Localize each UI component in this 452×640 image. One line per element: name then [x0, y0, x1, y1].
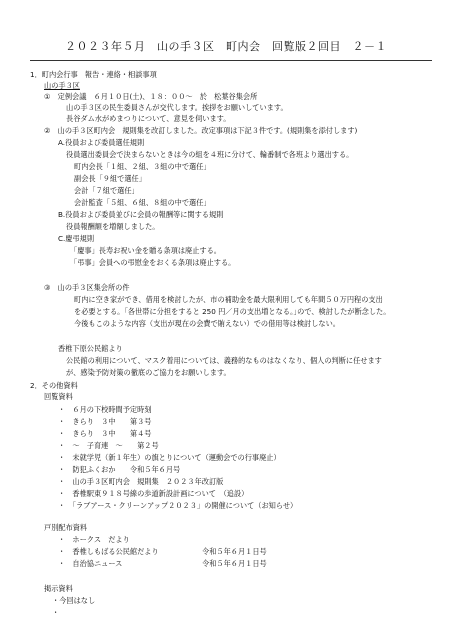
kairan-item: ・ ～ 子育連 ～ 第２号	[58, 441, 159, 450]
kominkan-line1: 公民館の利用について、マスク着用については、義務的なものはなくなり、個人の判断に任せます	[66, 356, 382, 365]
item2-a-line4: 会計「７組で選任」	[74, 186, 139, 195]
item3-line4: 今後もこのような内容（支出が現在の会費で賄えない）での借用等は検討しない。	[74, 319, 340, 328]
area-label: 山の手３区	[44, 81, 80, 90]
item1-line1: ① 定例会議 ６月１０日(土)、１８：００～ 於 松葉谷集会所	[44, 92, 258, 101]
kobetsu-title: 戸別配布資料	[44, 523, 88, 532]
keiji-item: ・今回はなし	[52, 596, 96, 605]
item2-a-line3: 副会長「９組で選任」	[74, 174, 146, 183]
item3-line3: を必要とする。｢各世帯に分担をすると 250 円／月の支出増となる。｣ので、検討したが断念した。	[74, 307, 391, 316]
item2-b-title: B.役員および委員並びに会員の報酬等に関する規則	[58, 210, 224, 219]
item1-line2: 山の手３区の民生委員さんが交代します。挨拶をお願いしています。	[66, 103, 288, 112]
kobetsu-item-date: 令和５年６月１日号	[202, 547, 267, 556]
kobetsu-item-date: 令和５年６月１日号	[202, 559, 267, 568]
kobetsu-item-name: ・ 自治協ニュース	[58, 559, 123, 568]
kominkan-line2: が、感染予防対策の徹底のご協力をお願いします。	[66, 368, 231, 377]
section1-heading: 1．町内会行事 報告・連絡・相談事項	[30, 70, 157, 79]
kairan-item: ・ ６月の下校時間予定時刻	[58, 405, 152, 414]
item2-c-title: C.慶弔規則	[58, 234, 95, 243]
item2-c-line1: 「慶事」長寿お祝い金を贈る条項は廃止する。	[70, 246, 221, 255]
kairan-item: ・ 未就学児（新１年生）の旗とりについて（運動会での行事廃止）	[58, 453, 281, 462]
keiji-title: 掲示資料	[44, 584, 73, 593]
document-title: ２０２３年５月 山の手３区 町内会 回覧版２回目 ２－１	[65, 40, 387, 53]
kairan-item: ・ 「ラブアース・クリーンアップ２０２３」の開催について（お知らせ）	[58, 501, 298, 510]
kobetsu-item-name: ・ ホークス だより	[58, 535, 130, 544]
item2-c-line2: 「弔事」会員への弔慰金をおくる条項は廃止する。	[70, 258, 236, 267]
item2-a-line2: 町内会長「１組、２組、３組の中で選任」	[74, 162, 211, 171]
item2-a-line1: 役員選出委員会で決まらないときは今の組を４班に分けて、輪番制で各班より選出する。	[66, 150, 354, 159]
kairan-title: 回覧資料	[44, 392, 73, 401]
keiji-item: ・	[52, 608, 60, 617]
item3-line2: 町内に空き家ができ、借用を検討したが、市の補助金を最大限利用しても年間５０万円程の支出	[74, 295, 383, 304]
item1-line3: 長谷ダム水がめまつりについて、意見を伺います。	[66, 114, 231, 123]
kobetsu-item-name: ・ 香椎しもばる公民館だより	[58, 547, 159, 556]
kairan-item: ・ 防犯ふくおか 令和５年６月号	[58, 465, 181, 474]
kominkan-heading: 香椎下原公民館より	[58, 344, 123, 353]
item2-b-line1: 役員報酬額を増額しました。	[66, 222, 160, 231]
item3-line1: ③ 山の手３区集会所の件	[44, 283, 130, 292]
item2-line1: ② 山の手３区町内会 規則集を改訂しました。改定事項は下記３件です。(規則集を添付します)	[44, 126, 358, 135]
item2-a-line5: 会計監査「５組、６組、８組の中で選任」	[74, 198, 211, 207]
kairan-item: ・ きらり ３中 第３号	[58, 417, 152, 426]
kairan-item: ・ 香椎駅東９１８号線の歩道新設計画について （追設）	[58, 489, 249, 498]
section2-heading: 2．その他資料	[30, 381, 78, 390]
title-divider	[30, 60, 432, 61]
kairan-item: ・ 山の手３区町内会 規則集 ２０２３年改訂版	[58, 477, 224, 486]
kairan-item: ・ きらり ３中 第４号	[58, 429, 152, 438]
item2-a-title: A.役員および委員選任規則	[58, 138, 145, 147]
